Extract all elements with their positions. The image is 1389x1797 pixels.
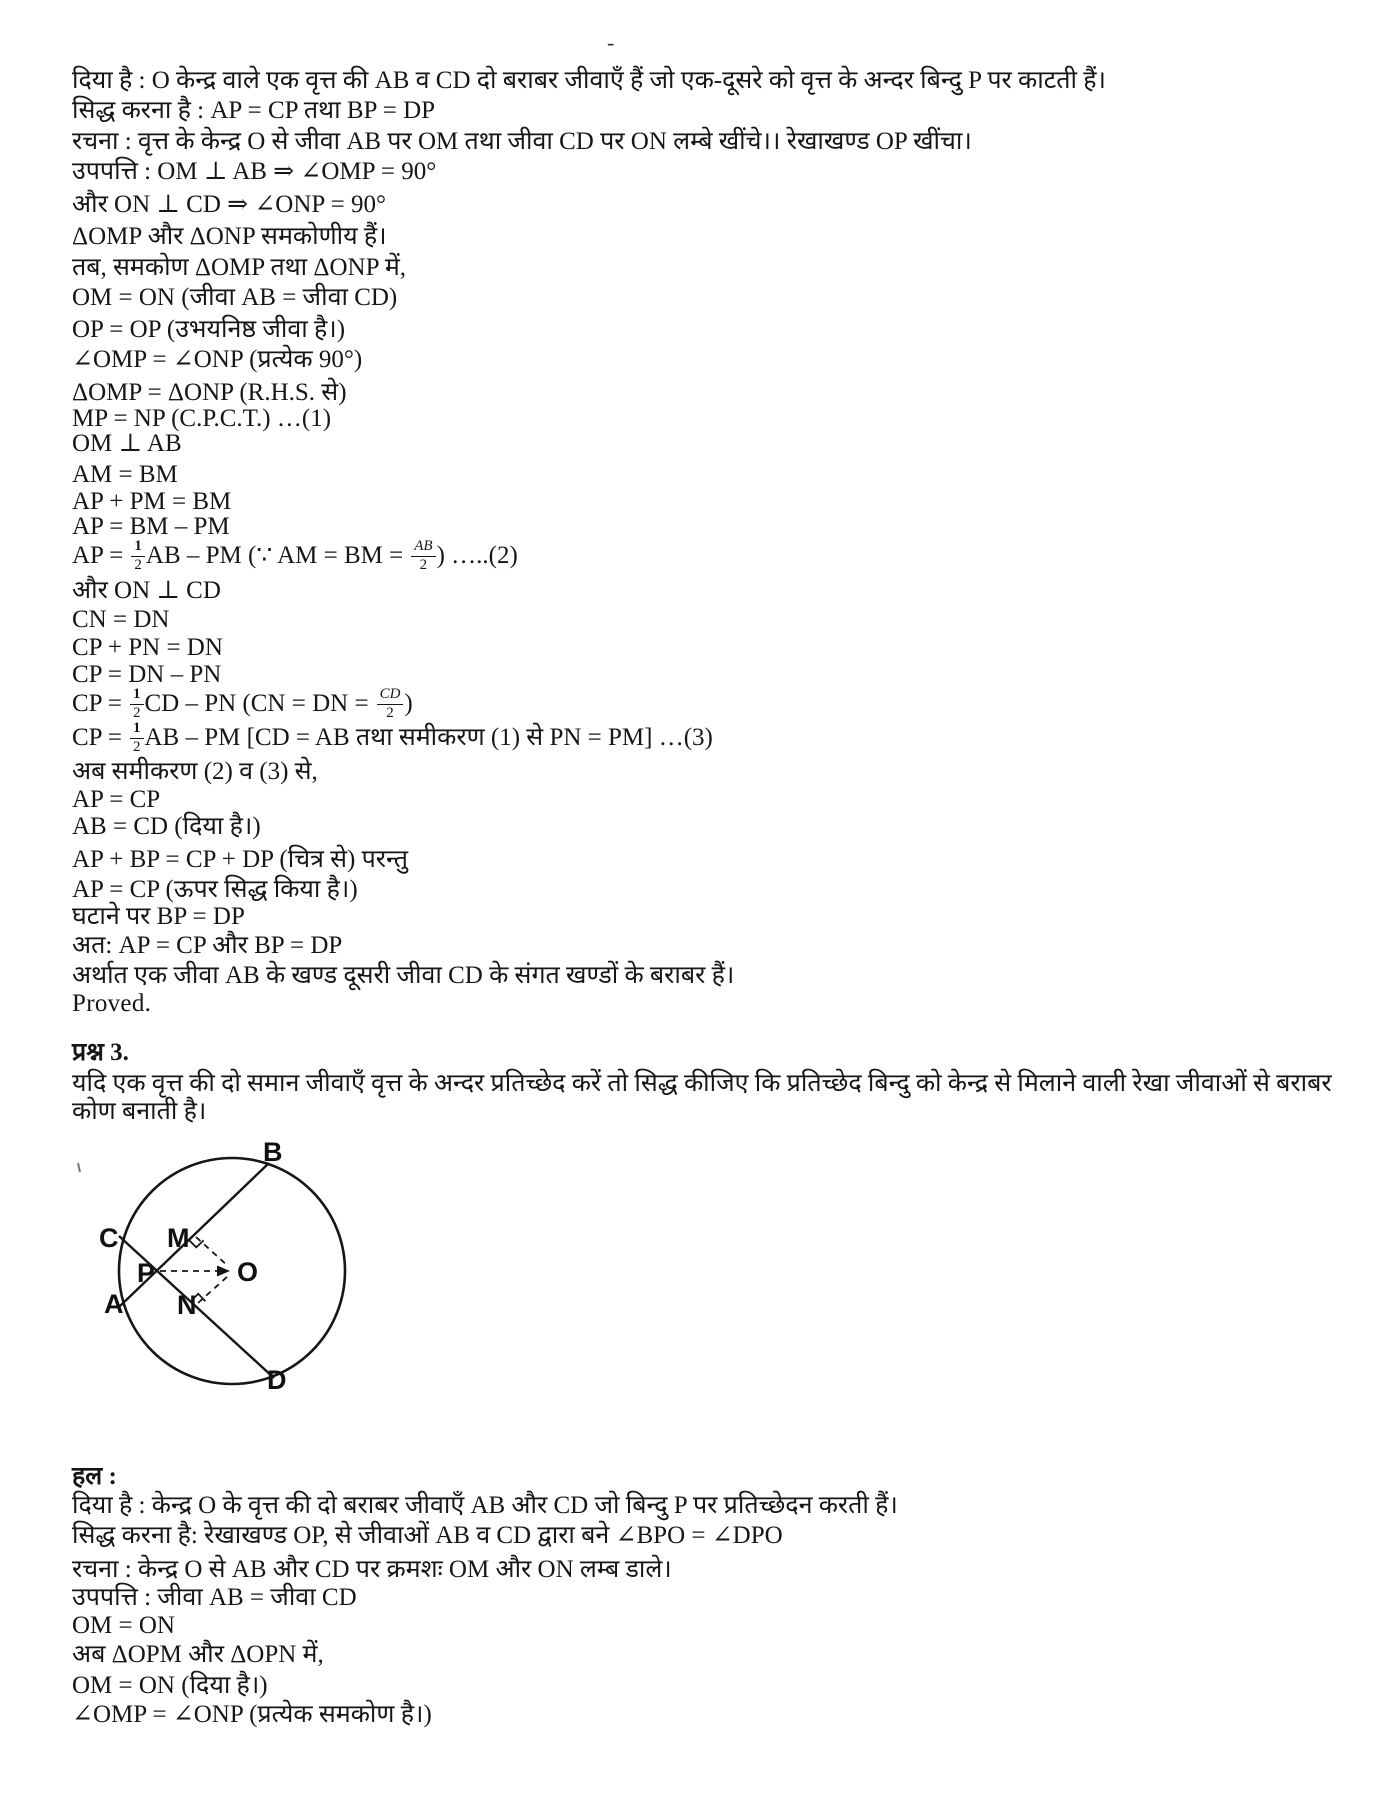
- proof-line: ∠OMP = ∠ONP (प्रत्येक 90°): [72, 346, 363, 373]
- equation-text: ) …..(2): [436, 542, 518, 569]
- proof-line: AP + PM = BM: [72, 488, 232, 515]
- proof-line: AP = CP (ऊपर सिद्ध किया है।): [72, 876, 358, 903]
- proof-line: उपपत्ति : OM ⊥ AB ⇒ ∠OMP = 90°: [72, 158, 437, 185]
- scan-artifact-tick: [78, 1163, 80, 1172]
- proof-line-equation-3: [72, 716, 713, 760]
- proof-conclusion: अर्थात एक जीवा AB के खण्ड दूसरी जीवा CD के संगत खण्डों के बराबर हैं।: [72, 962, 735, 989]
- question-text: कोण बनाती है।: [72, 1098, 207, 1125]
- solution-line: उपपत्ति : जीवा AB = जीवा CD: [72, 1584, 357, 1611]
- equation-text: CP =: [72, 690, 122, 717]
- label-n: N: [177, 1290, 197, 1320]
- proof-line: AM = BM: [72, 461, 178, 488]
- fraction-ab-over-2: $\frac{AB}{2}$: [411, 539, 435, 574]
- fraction-one-half: $\frac{1}{2}$: [130, 687, 144, 722]
- proof-line: CP + PN = DN: [72, 634, 223, 661]
- proof-line: CN = DN: [72, 606, 170, 633]
- solution-line: अब ΔOPM और ΔOPN में,: [72, 1641, 324, 1668]
- arrowhead: [217, 1266, 230, 1277]
- proof-line: AB = CD (दिया है।): [72, 813, 261, 840]
- right-angle-mark-m: [189, 1240, 204, 1247]
- circle-chords-diagram: [70, 1128, 370, 1440]
- equation-text: CD – PN (CN = DN =: [144, 690, 369, 717]
- fraction-one-half: $\frac{1}{2}$: [130, 721, 144, 756]
- proof-line: रचना : वृत्त के केन्द्र O से जीवा AB पर OM तथा जीवा CD पर ON लम्बे खींचे।। रेखाखण्ड OP खींचा।: [72, 128, 972, 155]
- proved-label: Proved.: [72, 990, 152, 1017]
- equation-text: CP =: [72, 724, 122, 751]
- segment-mo: [196, 1237, 228, 1266]
- solution-line: OM = ON (दिया है।): [72, 1672, 268, 1699]
- fraction-one-half: $\frac{1}{2}$: [131, 539, 145, 574]
- proof-line: तब, समकोण ΔOMP तथा ΔONP में,: [72, 254, 407, 281]
- label-a: A: [104, 1289, 124, 1319]
- solution-line: OM = ON: [72, 1612, 175, 1639]
- proof-line: AP = CP: [72, 786, 161, 813]
- proof-line: AP = BM – PM: [72, 513, 230, 540]
- label-d: D: [267, 1365, 287, 1395]
- question-number: प्रश्न 3.: [72, 1039, 129, 1066]
- proof-line: और ON ⊥ CD ⇒ ∠ONP = 90°: [72, 191, 386, 218]
- label-p: P: [137, 1258, 156, 1288]
- proof-line: ΔOMP और ΔONP समकोणीय हैं।: [72, 223, 387, 250]
- equation-text: ): [404, 690, 413, 717]
- solution-heading: हल :: [72, 1463, 117, 1490]
- proof-line: अब समीकरण (2) व (3) से,: [72, 758, 318, 785]
- proof-line-equation-2: [72, 534, 518, 578]
- proof-line: अत: AP = CP और BP = DP: [72, 932, 343, 959]
- proof-line: MP = NP (C.P.C.T.) …(1): [72, 405, 332, 432]
- proof-line: सिद्ध करना है : AP = CP तथा BP = DP: [72, 97, 436, 124]
- label-b: B: [263, 1137, 283, 1167]
- proof-line: ΔOMP = ΔONP (R.H.S. से): [72, 379, 347, 406]
- proof-line: OM ⊥ AB: [72, 430, 182, 457]
- equation-text: AB – PM [CD = AB तथा समीकरण (1) से PN = PM] …(3): [144, 724, 713, 751]
- proof-line: घटाने पर BP = DP: [72, 903, 245, 930]
- equation-text: AB – PM (∵ AM = BM =: [145, 542, 404, 569]
- label-c: C: [99, 1223, 119, 1253]
- solution-line: ∠OMP = ∠ONP (प्रत्येक समकोण है।): [72, 1701, 432, 1728]
- question-text: यदि एक वृत्त की दो समान जीवाएँ वृत्त के अन्दर प्रतिच्छेद करें तो सिद्ध कीजिए कि प्रतिच्छेद बिन्दु को केन्द्र से मिलाने वाली रेखा जीवाओं से बराबर: [72, 1070, 1332, 1097]
- proof-line: OP = OP (उभयनिष्ठ जीवा है।): [72, 316, 346, 343]
- proof-line: और ON ⊥ CD: [72, 577, 221, 604]
- label-m: M: [167, 1223, 190, 1253]
- equation-text: AP =: [72, 542, 124, 569]
- solution-line: रचना : केन्द्र O से AB और CD पर क्रमशः OM और ON लम्ब डाले।: [72, 1556, 672, 1583]
- proof-line: दिया है : O केन्द्र वाले एक वृत्त की AB व CD दो बराबर जीवाएँ हैं जो एक-दूसरे को वृत्त के अन्दर बिन्दु P पर काटती हैं।: [72, 67, 1107, 94]
- fraction-cd-over-2: $\frac{CD}{2}$: [377, 687, 404, 722]
- proof-line: OM = ON (जीवा AB = जीवा CD): [72, 284, 398, 311]
- solution-line: दिया है : केन्द्र O के वृत्त की दो बराबर जीवाएँ AB और CD जो बिन्दु P पर प्रतिच्छेदन करती हैं।: [72, 1492, 898, 1519]
- solution-line: सिद्ध करना है: रेखाखण्ड OP, से जीवाओं AB व CD द्वारा बने ∠BPO = ∠DPO: [72, 1522, 783, 1549]
- proof-line: AP + BP = CP + DP (चित्र से) परन्तु: [72, 846, 408, 873]
- label-o: O: [237, 1257, 259, 1287]
- proof-line: CP = DN – PN: [72, 661, 222, 688]
- scan-artifact-dash: -: [607, 30, 615, 55]
